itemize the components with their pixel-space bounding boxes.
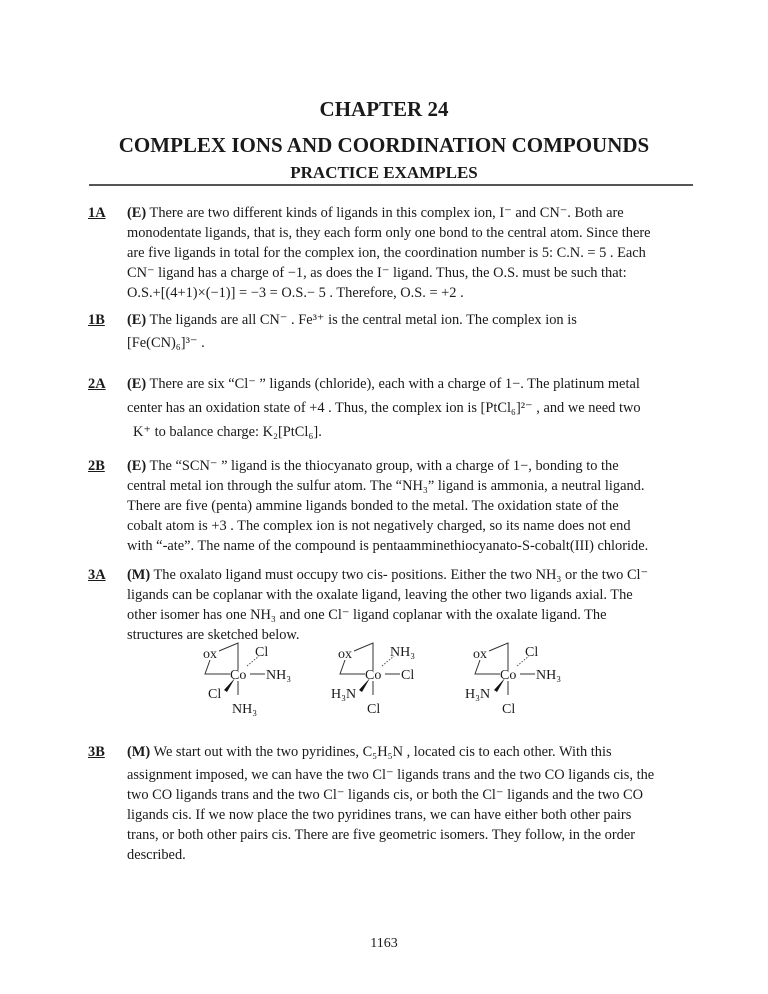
text-line: are five ligands in total for the complex ion, the coordination number is 5: C.N. = 5 . Each	[127, 245, 646, 261]
text-line: cobalt atom is +3 . The complex ion is not negatively charged, so its name does not end	[127, 518, 631, 534]
text-line: (E) There are six “Cl⁻ ” ligands (chloride), each with a charge of 1−. The platinum metal	[127, 376, 640, 392]
example-number: 3B	[88, 744, 105, 760]
difficulty-tag: (E)	[127, 376, 147, 392]
equation-line: O.S.+[(4+1)×(−1)] = −3 = O.S.− 5 . Therefore, O.S. = +2 .	[127, 285, 464, 301]
example-number: 1A	[88, 205, 106, 221]
example-number: 2B	[88, 458, 105, 474]
text-line: (M) We start out with the two pyridines, C₅H₅N , located cis to each other. With this	[127, 744, 612, 760]
ligand-right: NH₃	[266, 668, 292, 683]
metal-center: Co	[500, 668, 517, 683]
ligand-bottom: Cl	[367, 702, 381, 717]
section-heading: PRACTICE EXAMPLES	[290, 163, 478, 182]
text-line: other isomer has one NH₃ and one Cl⁻ ligand coplanar with the oxalate ligand. The	[127, 607, 607, 623]
page-number: 1163	[370, 936, 398, 951]
ring-label: ox	[203, 647, 217, 662]
text-line: CN⁻ ligand has a charge of −1, as does the I⁻ ligand. Thus, the O.S. must be such that:	[127, 265, 627, 281]
ligand-back: Cl	[525, 645, 539, 660]
difficulty-tag: (E)	[127, 458, 147, 474]
example-number: 3A	[88, 567, 106, 583]
text-line: ligands can be coplanar with the oxalate ligand, leaving the other two ligands axial. The	[127, 587, 633, 603]
text-line: (E) The ligands are all CN⁻ . Fe³⁺ is the central metal ion. The complex ion is	[127, 312, 577, 328]
text-line: trans, or both other pairs cis. There are five geometric isomers. They follow, in the order	[127, 827, 636, 843]
ligand-wedge: Cl	[208, 687, 222, 702]
text-line: ligands cis. If we now place the two pyridines trans, we can have either both other pairs	[127, 807, 632, 823]
text-line: (E) There are two different kinds of ligands in this complex ion, I⁻ and CN⁻. Both are	[127, 205, 624, 221]
isomer-structure-2	[331, 643, 415, 717]
text-line: structures are sketched below.	[127, 627, 300, 643]
isomer-structure-1	[203, 643, 291, 717]
formula-line: [Fe(CN)₆]³⁻ .	[127, 335, 205, 351]
ligand-wedge: H₃N	[465, 687, 491, 702]
ligand-bottom: NH₃	[232, 702, 258, 717]
ligand-back: NH₃	[390, 645, 416, 660]
text-line: K⁺ to balance charge: K₂[PtCl₆].	[133, 424, 322, 440]
text-line: monodentate ligands, that is, they each form only one bond to the central atom. Since there	[127, 225, 651, 241]
ligand-right: NH₃	[536, 668, 562, 683]
difficulty-tag: (M)	[127, 567, 151, 583]
text-line: central metal ion through the sulfur atom. The “NH₃” ligand is ammonia, a neutral ligand.	[127, 478, 645, 494]
metal-center: Co	[365, 668, 382, 683]
text-line: described.	[127, 847, 186, 863]
example-number: 2A	[88, 376, 106, 392]
text-line: assignment imposed, we can have the two Cl⁻ ligands trans and the two CO ligands cis, the	[127, 767, 655, 783]
text-line: There are five (penta) ammine ligands bonded to the metal. The oxidation state of the	[127, 498, 619, 514]
isomer-structure-3	[465, 643, 561, 717]
text-line: (E) The “SCN⁻ ” ligand is the thiocyanato group, with a charge of 1−, bonding to the	[127, 458, 619, 474]
ring-label: ox	[338, 647, 352, 662]
example-number: 1B	[88, 312, 105, 328]
ligand-right: Cl	[401, 668, 415, 683]
chapter-title: COMPLEX IONS AND COORDINATION COMPOUNDS	[118, 133, 650, 157]
text-line: with “-ate”. The name of the compound is pentaamminethiocyanato-S-cobalt(III) chloride.	[127, 538, 649, 554]
text-line: (M) The oxalato ligand must occupy two cis- positions. Either the two NH₃ or the two Cl⁻	[127, 567, 649, 583]
text-line: two CO ligands trans and the two Cl⁻ ligands cis, or both the Cl⁻ ligands and the two CO	[127, 787, 644, 803]
example-body	[127, 742, 702, 865]
text-line: center has an oxidation state of +4 . Thus, the complex ion is [PtCl₆]²⁻ , and we need two	[127, 400, 641, 416]
ligand-back: Cl	[255, 645, 269, 660]
ring-label: ox	[473, 647, 487, 662]
chapter-heading: CHAPTER 24	[319, 97, 449, 121]
difficulty-tag: (M)	[127, 744, 151, 760]
ligand-wedge: H₃N	[331, 687, 357, 702]
difficulty-tag: (E)	[127, 205, 147, 221]
ligand-bottom: Cl	[502, 702, 516, 717]
metal-center: Co	[230, 668, 247, 683]
difficulty-tag: (E)	[127, 312, 147, 328]
